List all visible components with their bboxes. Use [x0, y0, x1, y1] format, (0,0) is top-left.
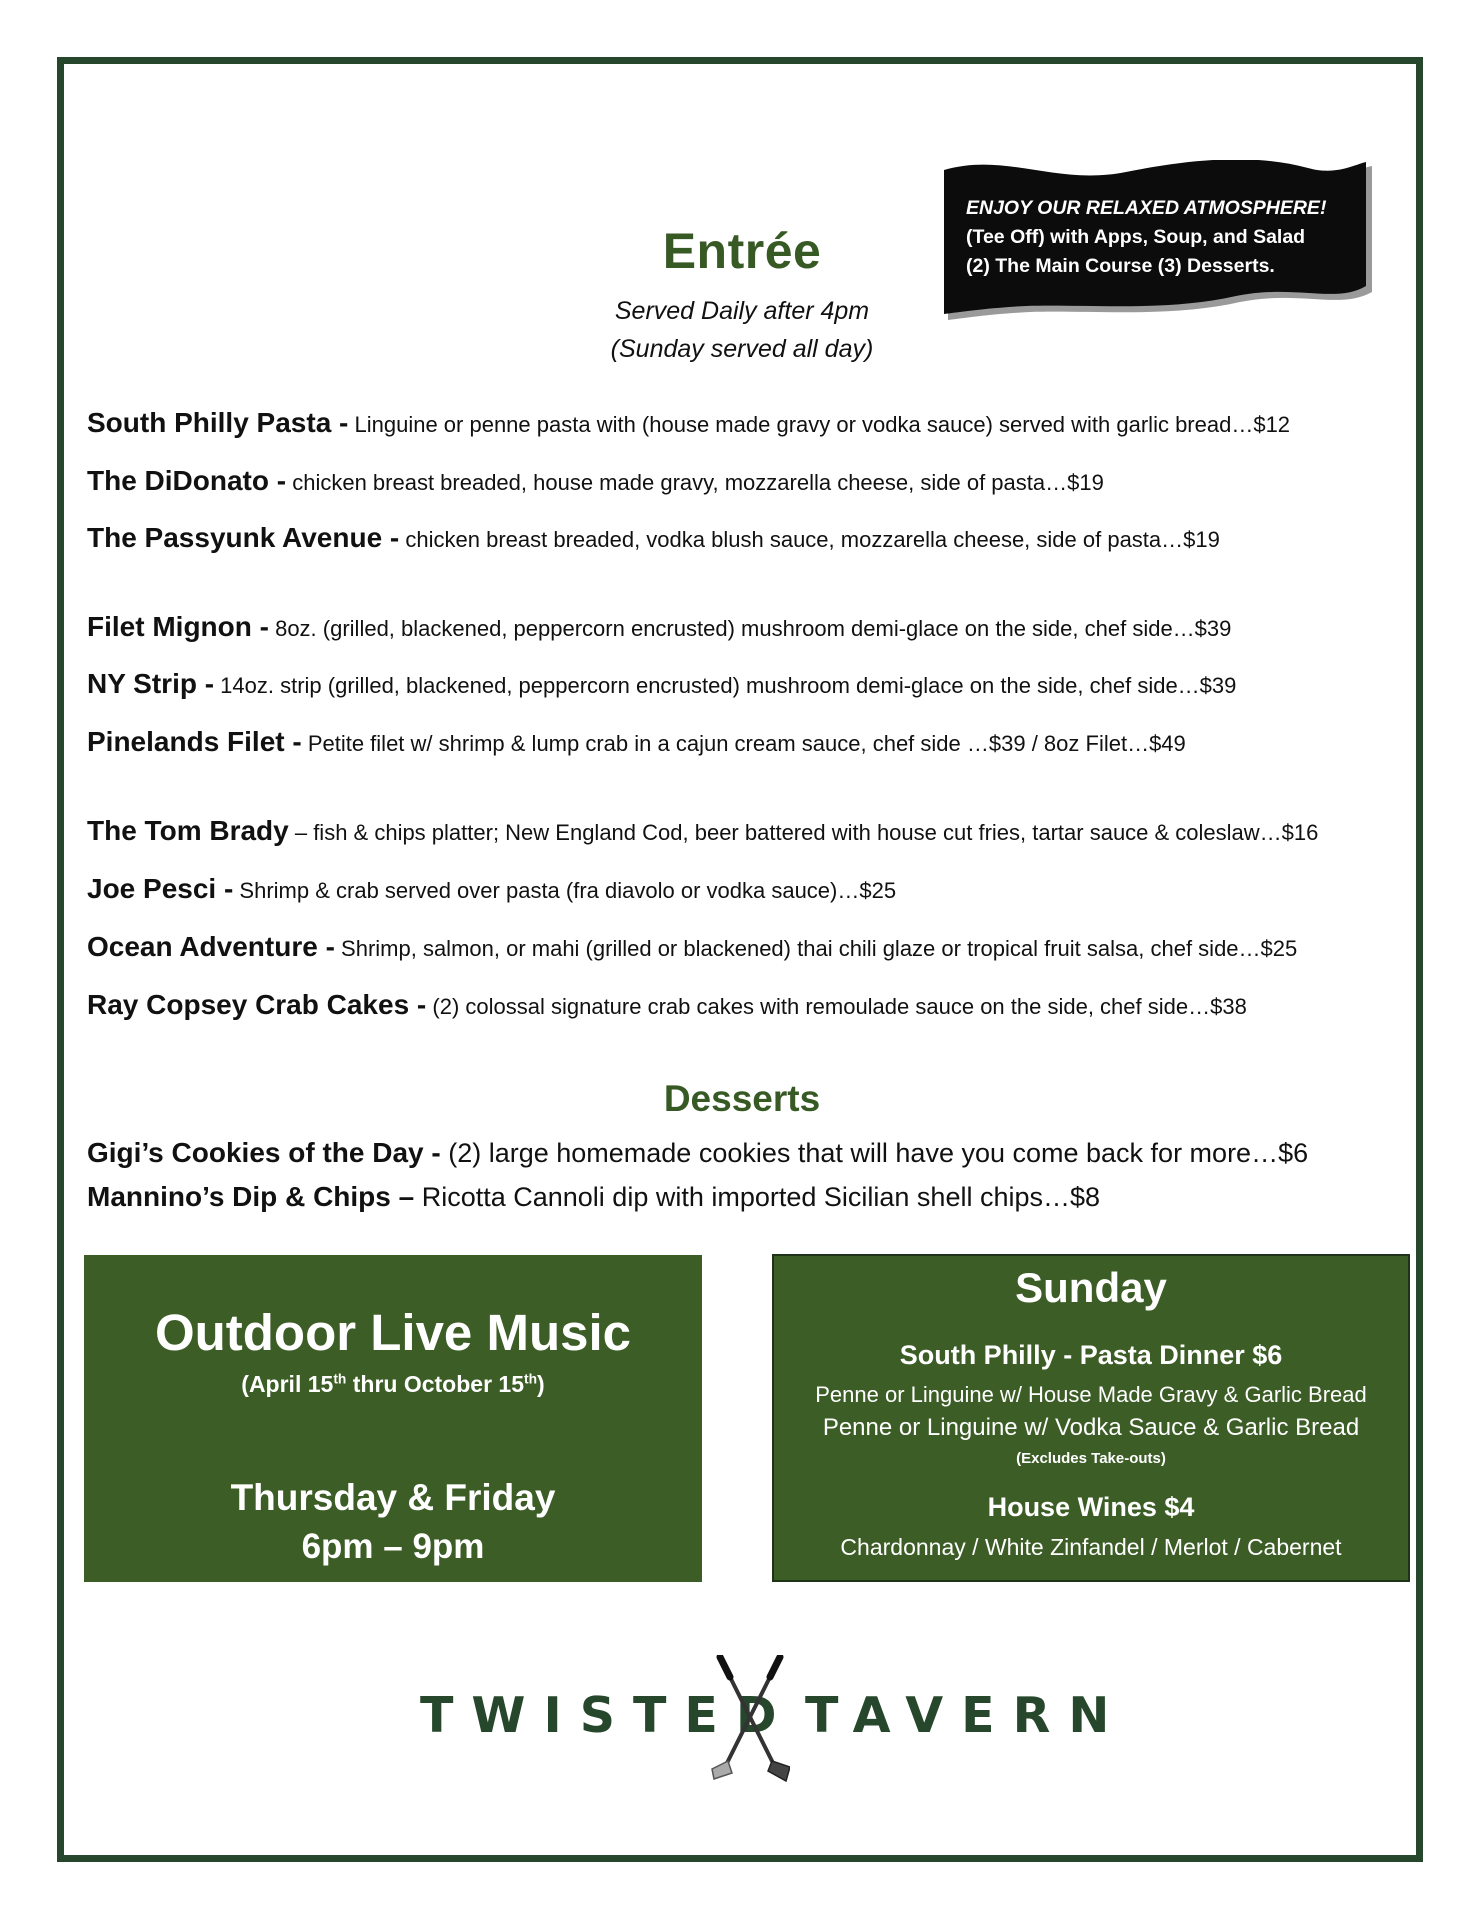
item-desc: Ricotta Cannoli dip with imported Sicilian shell chips…$8	[414, 1182, 1101, 1212]
served-sunday: (Sunday served all day)	[610, 335, 874, 363]
crossed-golf-clubs-icon	[710, 1655, 790, 1785]
item-name: The Tom Brady	[87, 815, 289, 846]
dates-close: )	[537, 1371, 545, 1397]
wine-list: Chardonnay / White Zinfandel / Merlot / Cabernet	[840, 1534, 1342, 1560]
live-music-days: Thursday & Friday	[230, 1477, 556, 1518]
menu-item	[87, 726, 1186, 758]
entree-title: Entrée	[662, 223, 822, 279]
dessert-item	[87, 1137, 1308, 1169]
banner-line-1: ENJOY OUR RELAXED ATMOSPHERE!	[966, 197, 1327, 219]
item-desc: (2) large homemade cookies that will have you come back for more…$6	[440, 1138, 1309, 1168]
menu-item	[87, 931, 1297, 963]
live-music-dates	[84, 1371, 702, 1398]
menu-item	[87, 522, 1220, 554]
menu-item	[87, 668, 1236, 700]
menu-item	[87, 407, 1290, 439]
item-desc: Shrimp, salmon, or mahi (grilled or blackened) thai chili glaze or tropical fruit salsa, chef side…$25	[334, 936, 1298, 961]
pasta-option-1: Penne or Linguine w/ House Made Gravy & Garlic Bread	[815, 1382, 1367, 1407]
item-desc: Linguine or penne pasta with (house made gravy or vodka sauce) served with garlic bread…$12	[348, 412, 1291, 437]
menu-item	[87, 815, 1318, 847]
banner-line-2: (Tee Off) with Apps, Soup, and Salad	[966, 226, 1306, 248]
item-desc: chicken breast breaded, vodka blush sauce, mozzarella cheese, side of pasta…$19	[399, 527, 1220, 552]
house-wines-heading: House Wines $4	[987, 1492, 1195, 1522]
item-desc: – fish & chips platter; New England Cod, beer battered with house cut fries, tartar sauce & coleslaw…$16	[288, 820, 1319, 845]
menu-item	[87, 611, 1231, 643]
item-name: South Philly Pasta -	[87, 407, 349, 438]
item-desc: chicken breast breaded, house made gravy, mozzarella cheese, side of pasta…$19	[286, 470, 1104, 495]
item-name: Ray Copsey Crab Cakes -	[87, 989, 427, 1020]
desserts-title: Desserts	[663, 1078, 821, 1119]
item-desc: 8oz. (grilled, blackened, peppercorn encrusted) mushroom demi-glace on the side, chef side…$39	[268, 616, 1232, 641]
menu-item	[87, 989, 1247, 1021]
item-desc: (2) colossal signature crab cakes with remoulade sauce on the side, chef side…$38	[426, 994, 1247, 1019]
item-name: Ocean Adventure -	[87, 931, 335, 962]
item-name: NY Strip -	[87, 668, 215, 699]
served-daily: Served Daily after 4pm	[614, 297, 870, 325]
ordinal-suffix: th	[524, 1371, 538, 1387]
item-desc: 14oz. strip (grilled, blackened, peppercorn encrusted) mushroom demi-glace on the side, chef side…$39	[214, 673, 1237, 698]
dates-start: (April 15	[241, 1371, 334, 1397]
pasta-dinner-heading: South Philly - Pasta Dinner $6	[899, 1340, 1283, 1370]
item-name: Gigi’s Cookies of the Day -	[87, 1137, 441, 1168]
sunday-title: Sunday	[1015, 1264, 1167, 1311]
logo-word-left: TWISTED	[420, 1687, 795, 1744]
menu-item	[87, 465, 1104, 497]
live-music-title: Outdoor Live Music	[154, 1304, 632, 1361]
item-name: Mannino’s Dip & Chips –	[87, 1181, 415, 1212]
banner-line-3: (2) The Main Course (3) Desserts.	[966, 255, 1275, 277]
ordinal-suffix: th	[333, 1371, 347, 1387]
item-desc: Petite filet w/ shrimp & lump crab in a cajun cream sauce, chef side …$39 / 8oz Filet…$49	[301, 731, 1186, 756]
item-name: The Passyunk Avenue -	[87, 522, 400, 553]
live-music-time: 6pm – 9pm	[301, 1527, 485, 1566]
item-name: Joe Pesci -	[87, 873, 234, 904]
pasta-option-2: Penne or Linguine w/ Vodka Sauce & Garlic Bread	[822, 1414, 1360, 1441]
sunday-box	[772, 1254, 1410, 1582]
takeout-note: (Excludes Take-outs)	[1016, 1450, 1166, 1467]
twisted-tavern-logo	[420, 1655, 1128, 1785]
live-music-box	[84, 1255, 702, 1582]
item-desc: Shrimp & crab served over pasta (fra diavolo or vodka sauce)…$25	[233, 878, 897, 903]
item-name: Pinelands Filet -	[87, 726, 302, 757]
logo-word-right: TAVERN	[805, 1687, 1128, 1744]
dates-end: thru October 15	[346, 1371, 524, 1397]
item-name: Filet Mignon -	[87, 611, 269, 642]
item-name: The DiDonato -	[87, 465, 287, 496]
menu-item	[87, 873, 896, 905]
dessert-item	[87, 1181, 1100, 1213]
